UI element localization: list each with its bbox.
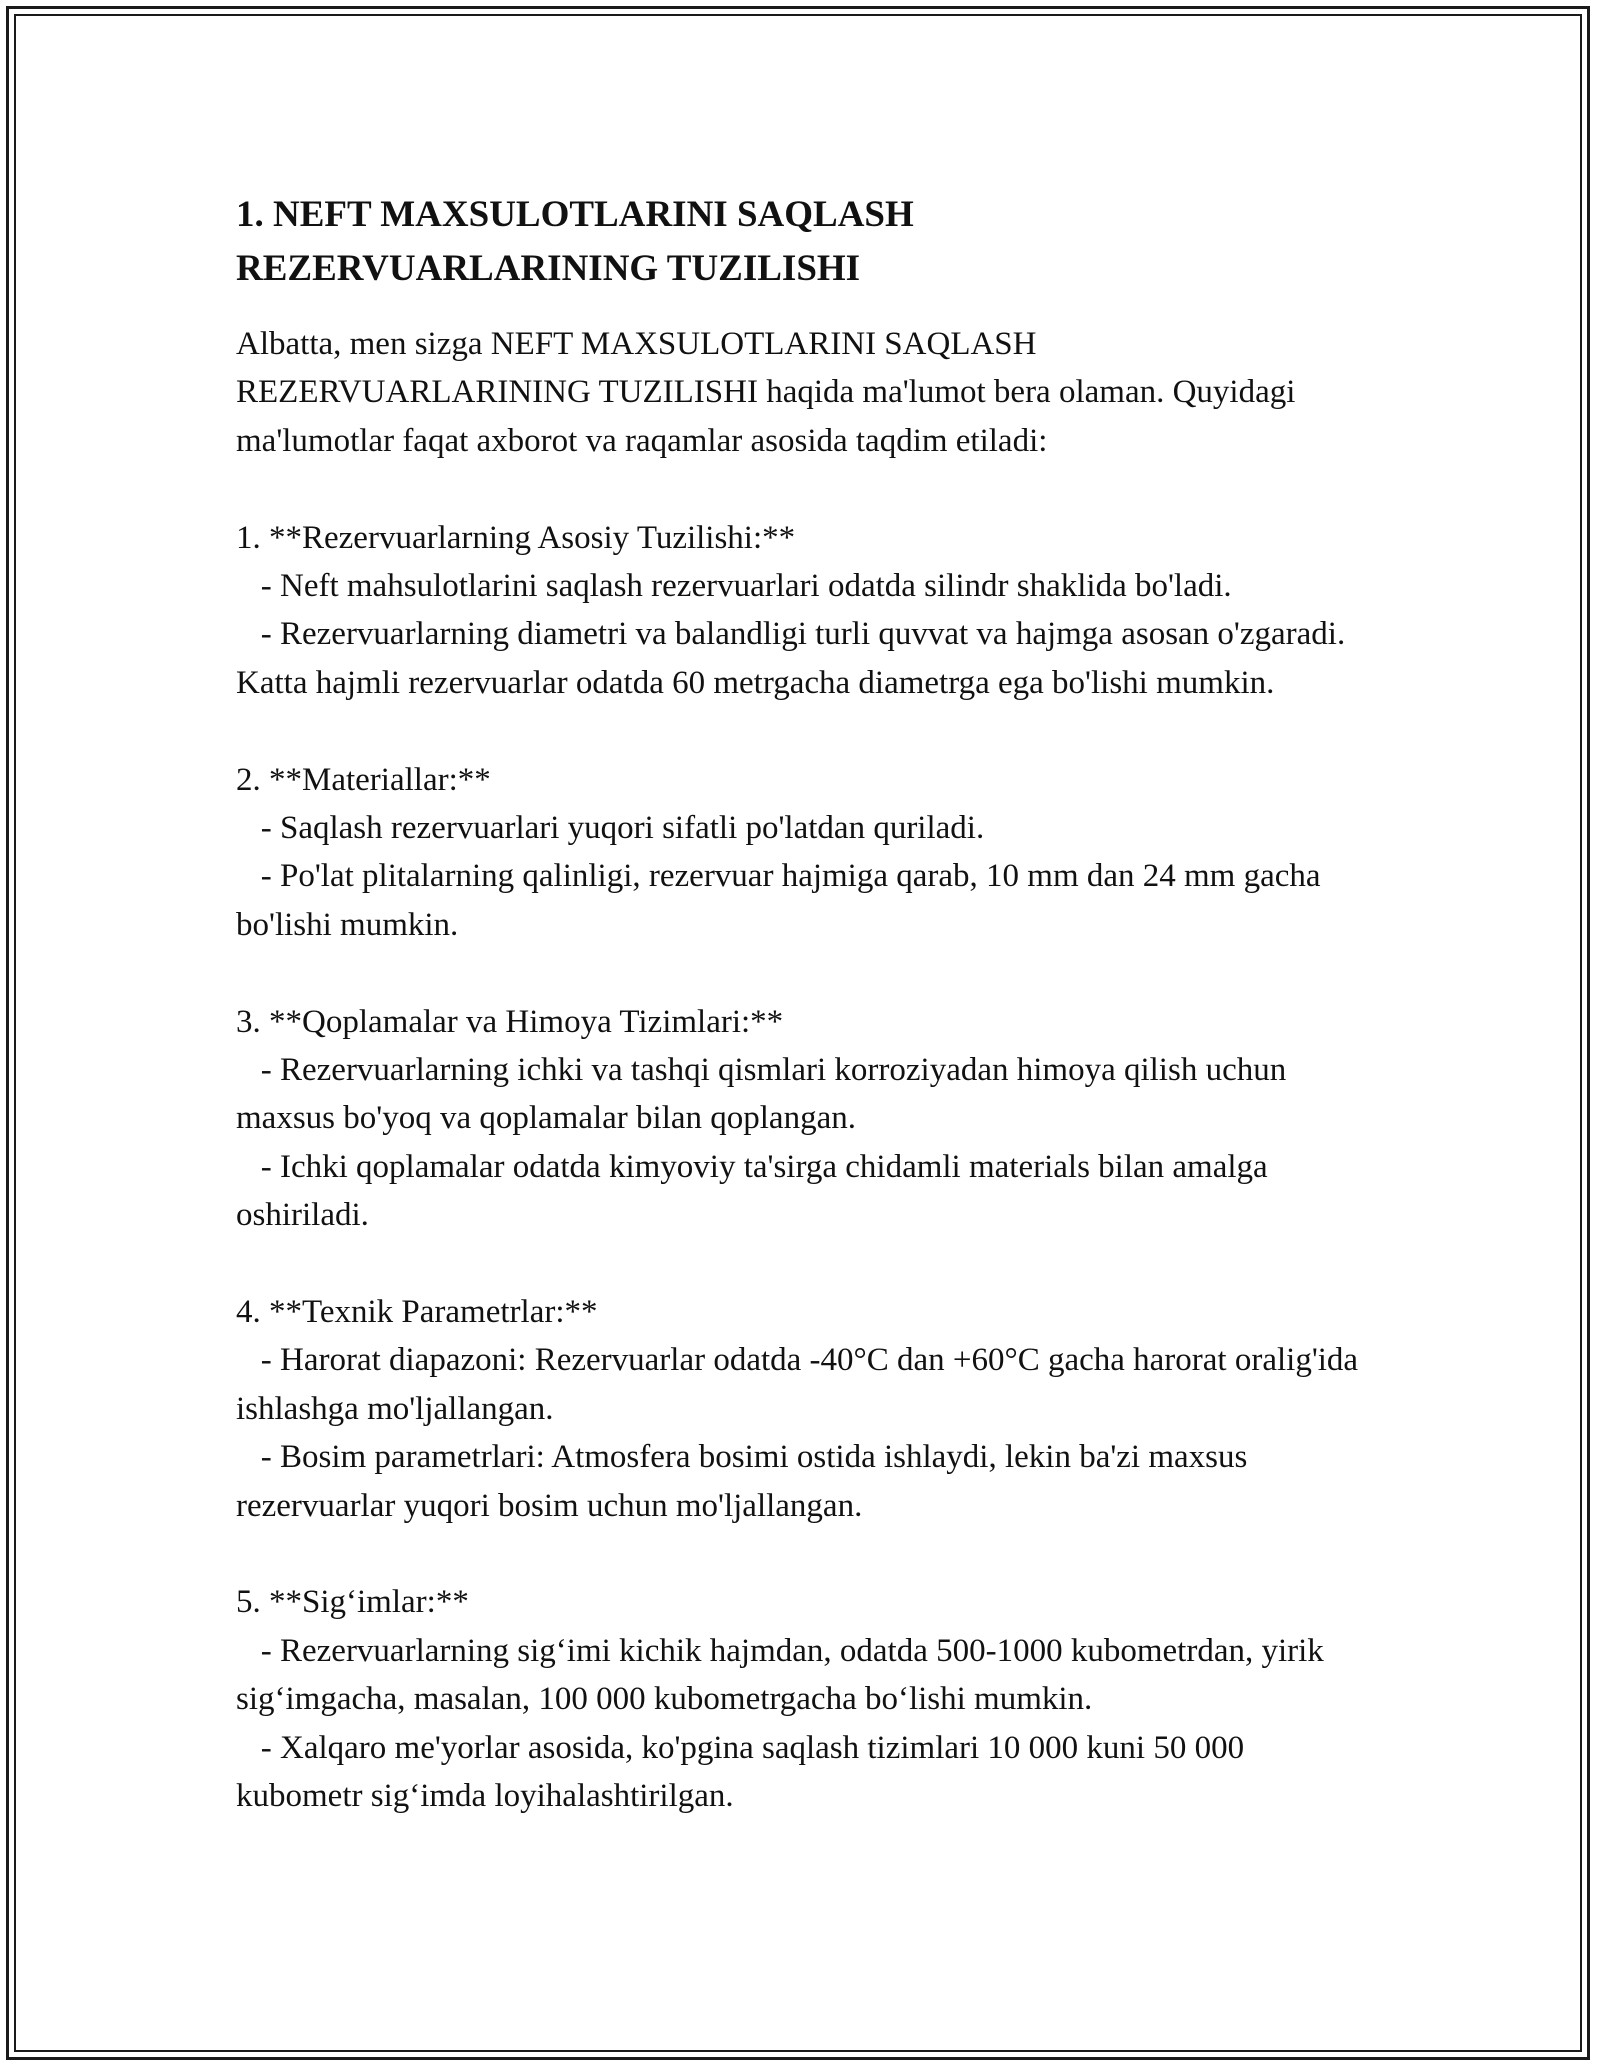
section-3	[236, 998, 1376, 1240]
sections-list	[236, 514, 1376, 1821]
bullet-item	[236, 1336, 1376, 1433]
document-title: 1. NEFT MAXSULOTLARINI SAQLASH REZERVUARLARINING TUZILISHI	[236, 194, 914, 289]
bullet-indent	[236, 616, 261, 652]
bullet-item	[236, 1627, 1376, 1724]
bullet-indent	[236, 1052, 261, 1088]
section-heading: 2. **Materiallar:**	[236, 761, 491, 798]
section-1	[236, 514, 1376, 708]
bullet-text: - Harorat diapazoni: Rezervuarlar odatda -40°C dan +60°C gacha harorat oralig'ida ishlashga mo'ljallangan.	[236, 1342, 1359, 1427]
bullet-indent	[236, 1730, 261, 1766]
bullet-item	[236, 1143, 1376, 1240]
bullet-item	[236, 562, 1376, 610]
section-heading: 1. **Rezervuarlarning Asosiy Tuzilishi:**	[236, 519, 796, 556]
section-4	[236, 1288, 1376, 1530]
bullet-text: - Bosim parametrlari: Atmosfera bosimi ostida ishlaydi, lekin ba'zi maxsus rezervuarlar yuqori bosim uchun mo'ljallangan.	[236, 1439, 1248, 1524]
bullet-indent	[236, 568, 261, 604]
bullet-item	[236, 610, 1376, 707]
bullet-item	[236, 804, 1376, 852]
bullet-item	[236, 852, 1376, 949]
bullet-text: - Rezervuarlarning diametri va balandligi turli quvvat va hajmga asosan o'zgaradi. Katta hajmli rezervuarlar odatda 60 metrgacha diametrga ega bo'lishi mumkin.	[236, 616, 1346, 701]
bullet-text: - Rezervuarlarning ichki va tashqi qismlari korroziyadan himoya qilish uchun maxsus bo'yoq va qoplamalar bilan qoplangan.	[236, 1052, 1287, 1137]
section-2	[236, 756, 1376, 950]
bullet-text: - Neft mahsulotlarini saqlash rezervuarlari odatda silindr shaklida bo'ladi.	[260, 568, 1232, 605]
bullet-indent	[236, 810, 261, 846]
bullet-indent	[236, 858, 261, 894]
bullet-text: - Po'lat plitalarning qalinligi, rezervuar hajmiga qarab, 10 mm dan 24 mm gacha bo'lishi mumkin.	[236, 858, 1321, 943]
bullet-indent	[236, 1149, 261, 1185]
section-heading: 5. **Sig‘imlar:**	[236, 1584, 469, 1621]
section-heading: 3. **Qoplamalar va Himoya Tizimlari:**	[236, 1003, 784, 1040]
intro-paragraph: Albatta, men sizga NEFT MAXSULOTLARINI SAQLASH REZERVUARLARINING TUZILISHI haqida ma'lumot bera olaman. Quyidagi ma'lumotlar faqat axborot va raqamlar asosida taqdim etiladi:	[236, 326, 1296, 459]
bullet-item	[236, 1724, 1376, 1821]
bullet-text: - Saqlash rezervuarlari yuqori sifatli po'latdan quriladi.	[260, 810, 985, 847]
document-body	[236, 188, 1376, 1821]
bullet-text: - Ichki qoplamalar odatda kimyoviy ta'sirga chidamli materials bilan amalga oshiriladi.	[236, 1148, 1268, 1234]
section-heading: 4. **Texnik Parametrlar:**	[236, 1294, 598, 1331]
bullet-text: - Rezervuarlarning sig‘imi kichik hajmdan, odatda 500-1000 kubometrdan, yirik sig‘imgacha, masalan, 100 000 kubometrgacha bo‘lishi mumkin.	[236, 1632, 1324, 1718]
bullet-indent	[236, 1342, 261, 1378]
bullet-item	[236, 1433, 1376, 1530]
bullet-indent	[236, 1633, 261, 1669]
bullet-indent	[236, 1439, 261, 1475]
bullet-text: - Xalqaro me'yorlar asosida, ko'pgina saqlash tizimlari 10 000 kuni 50 000 kubometr sig‘imda loyihalashtirilgan.	[236, 1729, 1245, 1815]
section-5	[236, 1578, 1376, 1820]
bullet-item	[236, 1046, 1376, 1143]
